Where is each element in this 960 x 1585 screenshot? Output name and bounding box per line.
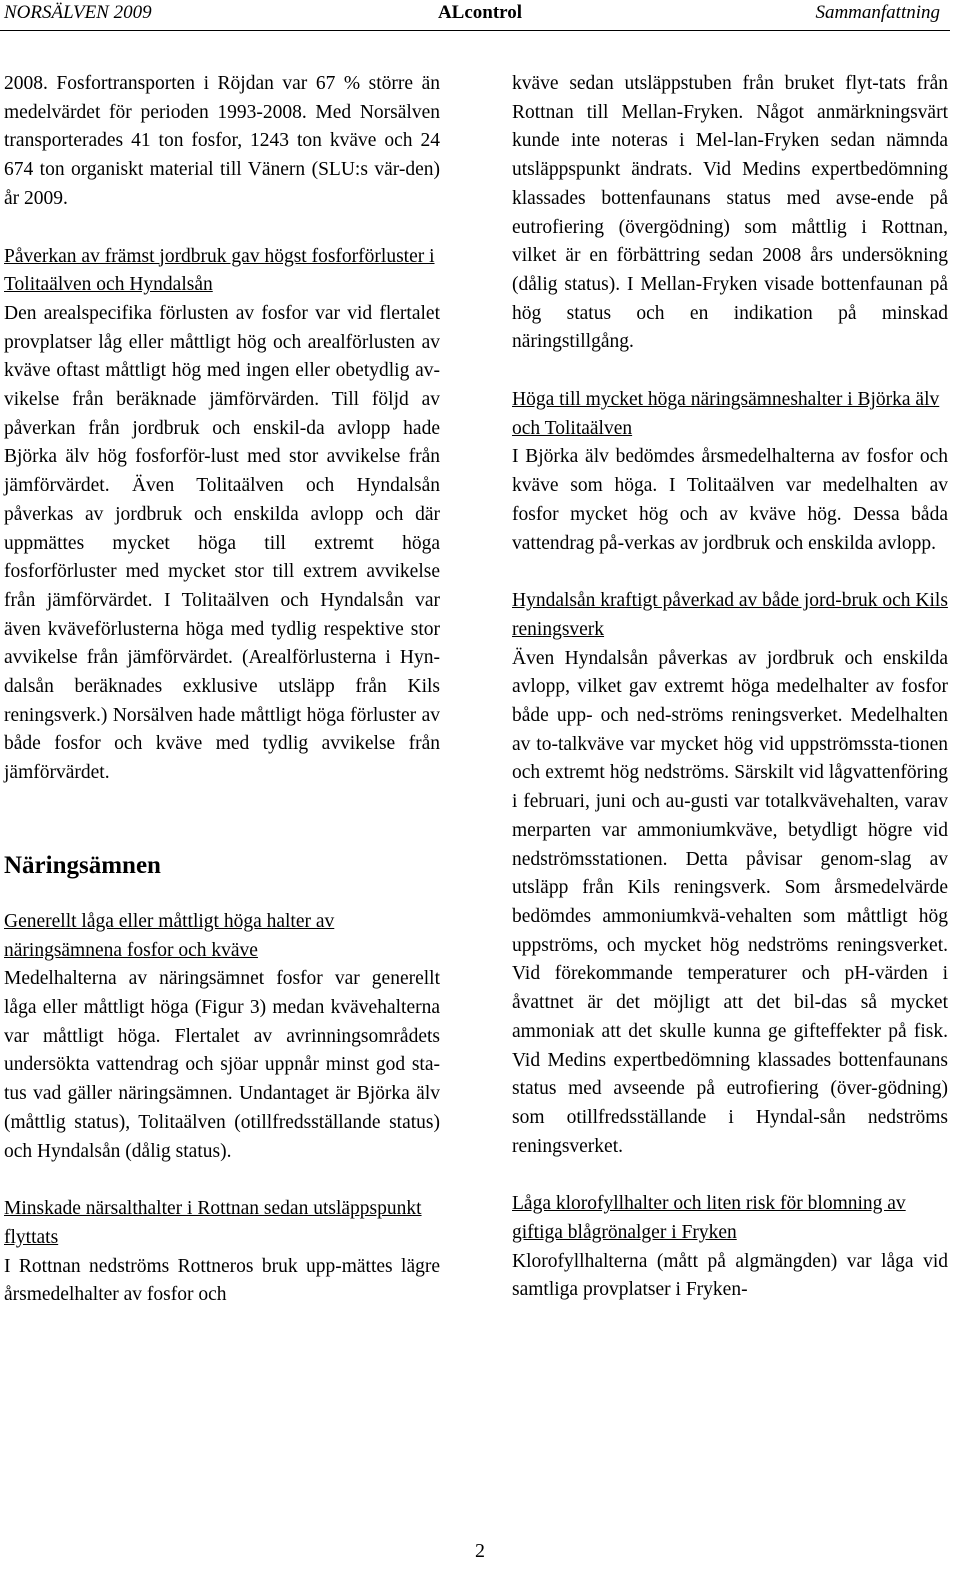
header-section: Sammanfattning [815,2,940,23]
right-intro-paragraph: kväve sedan utsläppstuben från bruket flyt-tats från Rottnan till Mellan-Fryken. Något anmärkningsvärt kunde inte noteras i Mel-lan-Fryken sedan nämnda utsläppspunkt ändrats. Vid Medins expertbedömning klassades bottenfaunans status med avse-ende på eutrofiering (övergödning) som måttlig i Rottnan, vilket är en förbättring sedan 2008 års undersökning (dålig status). I Mellan-Fryken visade bottenfaunan på hög status och en indikation på minskad näringstillgång. [512,73,948,353]
header-report-title: NORSÄLVEN 2009 [4,2,152,23]
right-paragraph-3: Klorofyllhalterna (mått på algmängden) var låga vid samtliga provplatser i Fryken- [512,1250,948,1301]
left-subheading-2: Generellt låga eller måttligt höga halter av näringsämnena fosfor och kväve [4,910,335,961]
left-intro-paragraph: 2008. Fosfortransporten i Röjdan var 67 % större än medelvärdet för perioden 1993-2008. Med Norsälven transporterades 41 ton fosfor, 1243 ton kväve och 24 674 ton organiskt material till Vänern (SLU:s vär-den) år 2009. [4,73,440,209]
page-number: 2 [475,1540,485,1562]
page-header [0,0,950,31]
right-subheading-2: Hyndalsån kraftigt påverkad av både jord-bruk och Kils reningsverk [512,590,948,640]
right-subheading-1: Höga till mycket höga näringsämneshalter i Björka älv och Tolitaälven [512,389,940,439]
header-company: ALcontrol [437,2,523,23]
left-column [4,70,440,1310]
left-paragraph-2: Medelhalterna av näringsämnet fosfor var generellt låga eller måttligt höga (Figur 3) medan kvävehalterna var måttligt höga. Flertalet av avrinningsområdets undersökta vattendrag och sjöar uppnår minst god sta-tus vad gäller näringsämnen. Undantaget är Björka älv (måttlig status), Tolitaälven (otillfredsställande status) och Hyndalsån (dålig status). [4,968,440,1162]
right-column [512,70,948,1305]
left-paragraph-3: I Rottnan nedströms Rottneros bruk upp-mättes lägre årsmedelhalter av fosfor och [4,1255,440,1306]
left-paragraph-1: Den arealspecifika förlusten av fosfor var vid flertalet provplatser låg eller måttligt hög och arealförlusten av kväve oftast måttligt hög med ingen eller obetydlig av-vikelse från beräknade jämförvärden. Till följd av påverkan från jordbruk och enskil-da avlopp hade Björka älv hög fosforför-lust med stor avvikelse från jämförvärdet. Även Tolitaälven och Hyndalsån påverkas av jordbruk och enskilda avlopp och där uppmättes mycket höga till extremt höga fosforförluster med mycket stor till extrem avvikelse från jämförvärdet. I Tolitaälven och Hyndalsån var även kväveförlusterna höga med tydlig respektive stor avvikelse från jämförvärdet. (Arealförlusterna i Hyn-dalsån beräknades exklusive utsläpp från Kils reningsverk.) Norsälven hade måttligt höga förluster av både fosfor och kväve med tydlig avvikelse från jämförvärdet. [4,302,440,784]
left-subheading-3: Minskade närsalthalter i Rottnan sedan utsläppspunkt flyttats [4,1198,422,1248]
right-paragraph-1: I Björka älv bedömdes årsmedelhalterna av fosfor och kväve som höga. I Tolitaälven var medelhalten av fosfor mycket hög och av kväve hög. Dessa båda vattendrag på-verkas av jordbruk och enskilda avlopp. [512,446,948,554]
section-title: Näringsämnen [4,851,161,879]
left-subheading-1: Påverkan av främst jordbruk gav högst fosforförluster i Tolitaälven och Hyndalsån [4,245,435,296]
right-paragraph-2: Även Hyndalsån påverkas av jordbruk och enskilda avlopp, vilket gav extremt höga medelhalter av fosfor både upp- och ned-ströms reningsverket. Medelhalten av to-talkväve var mycket hög vid uppströmssta-tionen och extremt hög nedströms. Särskilt vid lågvattenföring i februari, juni och au-gusti var totalkvävehalten, varav merparten var ammoniumkväve, betydligt högre vid nedströmsstationen. Detta påvisar genom-slag av utsläpp från Kils reningsverk. Som årsmedelvärde bedömdes ammoniumkvä-vehalten som måttligt hög uppströms, och mycket hög nedströms reningsverket. Vid förekommande temperaturer och pH-värden i åvattnet är det möjligt att det bil-das så mycket ammoniak att det skulle kunna ge gifteffekter på fisk. Vid Medins expertbedömning klassades bottenfaunans status med avseende på eutrofiering (över-gödning) som otillfredsställande i Hyndal-sån nedströms reningsverket. [512,647,948,1157]
right-subheading-3: Låga klorofyllhalter och liten risk för blomning av giftiga blågrönalger i Fryken [512,1193,906,1244]
